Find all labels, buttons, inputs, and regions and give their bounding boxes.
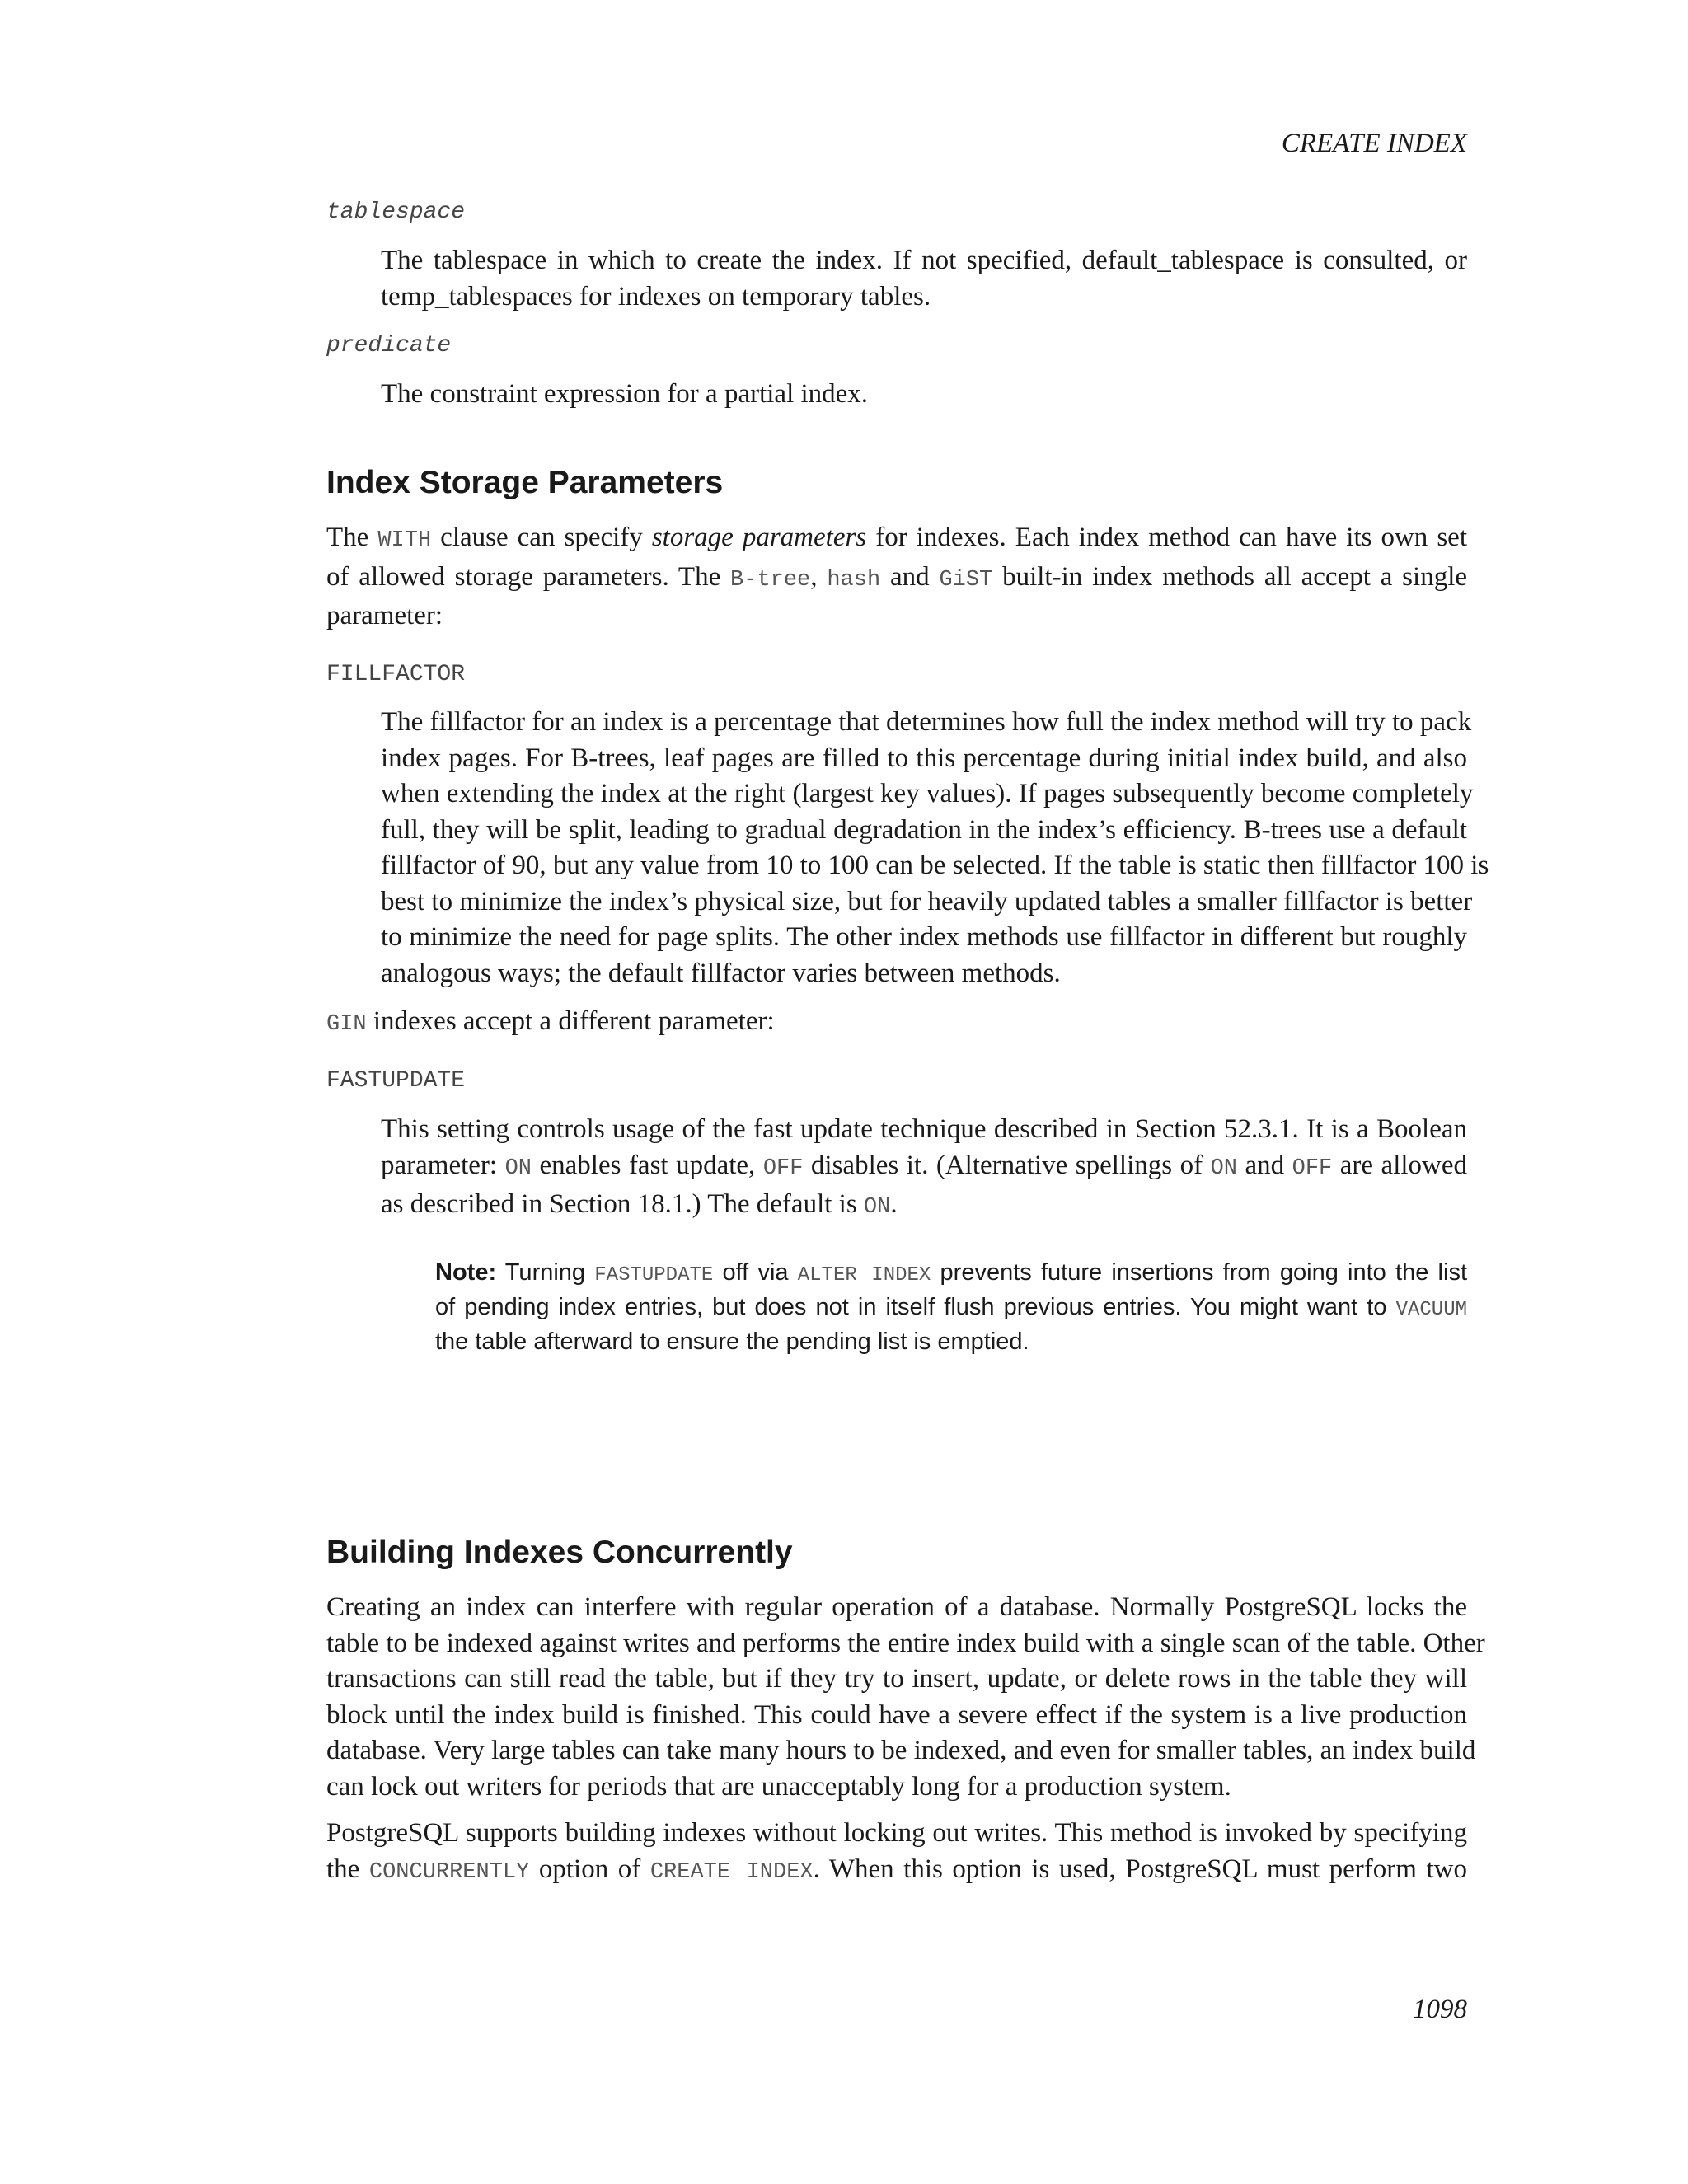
text-line: fillfactor of 90, but any value from 10 to 100 can be selected. If the table is static then fillfactor 100 is — [381, 851, 1489, 880]
text-line: analogous ways; the default fillfactor varies between methods. — [381, 958, 1061, 988]
text-line: when extending the index at the right (largest key values). If pages subsequently become completely — [381, 779, 1474, 808]
text-line: Note: Turning FASTUPDATE off via ALTER INDEX prevents future insertions from going into the list — [435, 1259, 1467, 1286]
text-line: as described in Section 18.1.) The default is ON. — [381, 1189, 898, 1220]
param-term-fillfactor: FILLFACTOR — [326, 662, 466, 687]
text-line: best to minimize the index’s physical size, but for heavily updated tables a smaller fillfactor is better — [381, 886, 1473, 916]
text-line: the CONCURRENTLY option of CREATE INDEX. When this option is used, PostgreSQL must perform two — [326, 1854, 1467, 1885]
text-line: The tablespace in which to create the index. If not specified, default_tablespace is consulted, or — [381, 246, 1467, 275]
gin-paragraph — [326, 1004, 1467, 1043]
text-line: database. Very large tables can take many hours to be indexed, and even for smaller tables, an index build — [326, 1736, 1476, 1765]
text-line: can lock out writers for periods that are unacceptably long for a production system. — [326, 1771, 1231, 1802]
text-line: parameter: ON enables fast update, OFF disables it. (Alternative spellings of ON and OFF are allowed — [381, 1150, 1468, 1181]
text-line: GIN indexes accept a different parameter: — [326, 1006, 775, 1037]
text-line: transactions can still read the table, but if they try to insert, update, or delete rows in the table they will — [326, 1664, 1467, 1694]
param-def-tablespace — [381, 243, 1467, 315]
text-line: the table afterward to ensure the pending list is emptied. — [435, 1329, 1029, 1355]
storage-intro — [326, 520, 1467, 635]
text-line: of pending index entries, but does not in itself flush previous entries. You might want to VACUUM — [435, 1294, 1467, 1321]
text-line: Creating an index can interfere with regular operation of a database. Normally PostgreSQL locks the — [326, 1592, 1467, 1622]
text-line: temp_tablespaces for indexes on temporary tables. — [381, 281, 931, 312]
text-line: This setting controls usage of the fast update technique described in Section 52.3.1. It is a Boolean — [381, 1114, 1467, 1144]
text-line: index pages. For B-trees, leaf pages are filled to this percentage during initial index build, and also — [381, 743, 1467, 773]
page-number: 1098 — [1413, 1994, 1467, 2024]
section-heading-storage: Index Storage Parameters — [326, 465, 724, 500]
text-line: parameter: — [326, 601, 443, 630]
note-label: Note: — [435, 1259, 497, 1286]
param-term-fastupdate: FASTUPDATE — [326, 1068, 466, 1094]
section-heading-concurrent: Building Indexes Concurrently — [326, 1535, 793, 1570]
text-line: table to be indexed against writes and performs the entire index build with a single scan of the table. Other — [326, 1628, 1485, 1658]
param-def-fastupdate — [381, 1112, 1467, 1226]
param-def-predicate — [381, 377, 1467, 413]
concurrent-paragraph-2 — [326, 1816, 1467, 1891]
text-line: PostgreSQL supports building indexes without locking out writes. This method is invoked by specifying — [326, 1818, 1467, 1848]
text-line: The WITH clause can specify storage parameters for indexes. Each index method can have its own set — [326, 523, 1467, 553]
concurrent-paragraph-1 — [326, 1590, 1485, 1805]
text-line: of allowed storage parameters. The B-tree, hash and GiST built-in index methods all accept a single — [326, 561, 1468, 593]
text-line: block until the index build is finished. This could have a severe effect if the system is a live production — [326, 1699, 1467, 1730]
note-box — [435, 1257, 1467, 1357]
text-line: to minimize the need for page splits. The other index methods use fillfactor in different but roughly — [381, 922, 1467, 952]
param-term-tablespace: tablespace — [326, 199, 466, 225]
running-header: CREATE INDEX — [1281, 129, 1467, 158]
param-def-fillfactor — [381, 705, 1489, 991]
param-term-predicate: predicate — [326, 333, 452, 359]
text-line: The fillfactor for an index is a percentage that determines how full the index method will try to pack — [381, 707, 1472, 737]
text-line: full, they will be split, leading to gradual degradation in the index’s efficiency. B-trees use a default — [381, 814, 1467, 845]
text-line: The constraint expression for a partial index. — [381, 379, 869, 409]
